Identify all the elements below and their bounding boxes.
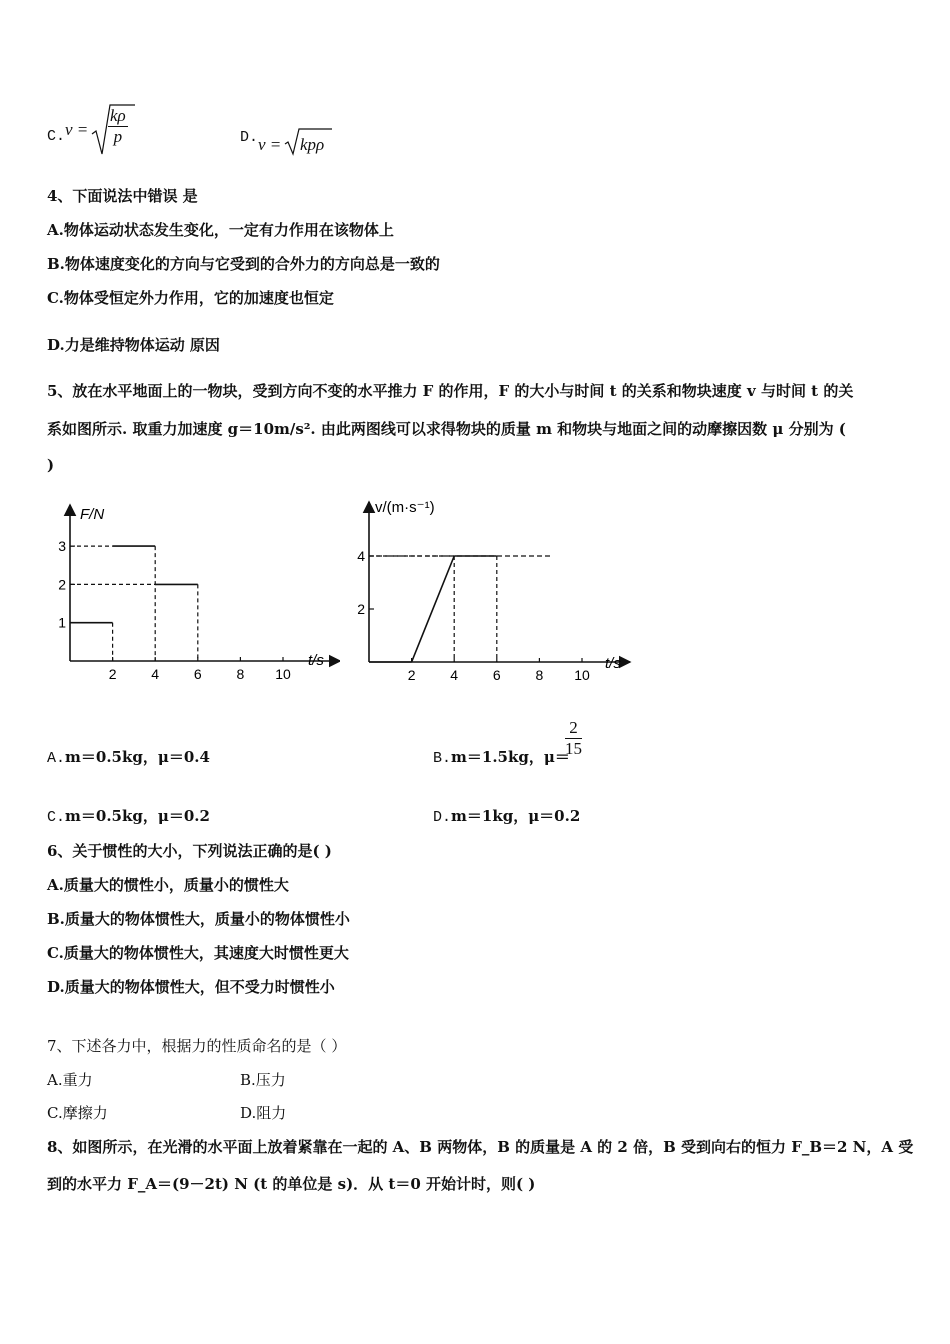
q7-stem: 7、下述各力中，根据力的性质命名的是（ ）: [47, 1037, 347, 1055]
q3-option-d-label: D.: [240, 129, 259, 146]
x-tick-label: 10: [275, 666, 291, 682]
q6-option-b[interactable]: B.质量大的物体惯性大，质量小的物体惯性小: [47, 910, 350, 928]
q6-option-d[interactable]: D.质量大的物体惯性大，但不受力时惯性小: [47, 978, 335, 996]
q5-stem-line-1: 5、放在水平地面上的一物块，受到方向不变的水平推力 F 的作用，F 的大小与时间 t 的关系和物块速度 v 与时间 t 的关: [47, 382, 854, 400]
x-tick-label: 2: [108, 666, 117, 682]
q3-option-c-lhs: v =: [65, 120, 89, 139]
q5-option-a-text: m＝0.5kg，μ＝0.4: [65, 748, 210, 766]
x-tick-label: 6: [492, 667, 501, 683]
y-tick-label: 1: [58, 614, 66, 631]
x-tick-label: 2: [407, 667, 416, 683]
q5-option-a-label: A.: [47, 750, 66, 767]
q8-line-2: 到的水平力 F_A＝(9－2t) N (t 的单位是 s)．从 t＝0 开始计时，则( ): [47, 1175, 536, 1193]
x-axis-label: t/s: [308, 652, 324, 669]
y-axis-label: F/N: [80, 506, 105, 523]
q3-option-d-lhs: v =: [258, 135, 282, 154]
series-segment: [412, 556, 455, 662]
q4-option-c[interactable]: C.物体受恒定外力作用，它的加速度也恒定: [47, 289, 334, 307]
q3-option-c-fraction: [108, 106, 128, 147]
q5-option-b-fraction: [565, 718, 582, 759]
q6-option-a[interactable]: A.质量大的惯性小，质量小的惯性大: [47, 876, 289, 894]
velocity-time-chart: [340, 490, 640, 690]
q5-stem-line-3: ): [47, 456, 55, 474]
q5-option-c-text: m＝0.5kg，μ＝0.2: [65, 807, 210, 825]
q5-option-a[interactable]: [47, 746, 210, 767]
q6-stem: 6、关于惯性的大小，下列说法正确的是( ): [47, 842, 332, 860]
q4-option-d[interactable]: D.力是维持物体运动 原因: [47, 336, 220, 354]
x-tick-label: 10: [574, 667, 590, 683]
q5-option-d-label: D.: [433, 809, 452, 826]
q7-option-b[interactable]: B.压力: [240, 1071, 286, 1089]
q3-option-c-label: C.: [47, 128, 66, 145]
q7-option-c[interactable]: C.摩擦力: [47, 1104, 108, 1122]
q4-option-b[interactable]: B.物体速度变化的方向与它受到的合外力的方向总是一致的: [47, 255, 440, 273]
force-time-chart: [40, 495, 340, 695]
q5-option-b[interactable]: [433, 718, 582, 767]
q5-option-b-denominator: 15: [565, 739, 582, 758]
q5-option-c[interactable]: [47, 805, 210, 826]
y-tick-label: 2: [357, 601, 365, 617]
x-tick-label: 4: [450, 667, 459, 683]
x-tick-label: 8: [236, 666, 245, 682]
q4-stem: 4、下面说法中错误 是: [47, 187, 198, 205]
x-axis-label: t/s: [605, 655, 621, 672]
q5-option-b-text: m＝1.5kg，μ＝: [451, 748, 570, 766]
y-tick-label: 2: [58, 576, 66, 593]
q5-option-d-text: m＝1kg，μ＝0.2: [451, 807, 581, 825]
q5-stem-line-2: 系如图所示. 取重力加速度 g＝10m/s². 由此两图线可以求得物块的质量 m 和物块与地面之间的动摩擦因数 μ 分别为 (: [47, 420, 846, 438]
q5-option-c-label: C.: [47, 809, 66, 826]
x-tick-label: 6: [193, 666, 202, 682]
x-tick-label: 8: [535, 667, 544, 683]
q7-option-a[interactable]: A.重力: [47, 1071, 93, 1089]
q8-line-1: 8、如图所示，在光滑的水平面上放着紧靠在一起的 A、B 两物体，B 的质量是 A 的 2 倍，B 受到向右的恒力 F_B＝2 N，A 受: [47, 1138, 914, 1156]
q4-option-a[interactable]: A.物体运动状态发生变化，一定有力作用在该物体上: [47, 221, 394, 239]
y-axis-label: v/(m·s⁻¹): [375, 499, 435, 516]
q5-option-b-numerator: 2: [565, 718, 582, 739]
q5-option-d[interactable]: [433, 805, 580, 826]
x-tick-label: 4: [151, 666, 160, 682]
q5-option-b-label: B.: [433, 750, 452, 767]
y-tick-label: 3: [58, 538, 66, 555]
q3-option-c-numerator: kρ: [110, 106, 126, 125]
y-tick-label: 4: [357, 548, 365, 564]
q7-option-d[interactable]: D.阻力: [240, 1104, 287, 1122]
q6-option-c[interactable]: C.质量大的物体惯性大，其速度大时惯性更大: [47, 944, 349, 962]
q3-option-c-denominator: p: [113, 127, 123, 146]
q3-option-d-radicand: kpρ: [300, 135, 325, 154]
